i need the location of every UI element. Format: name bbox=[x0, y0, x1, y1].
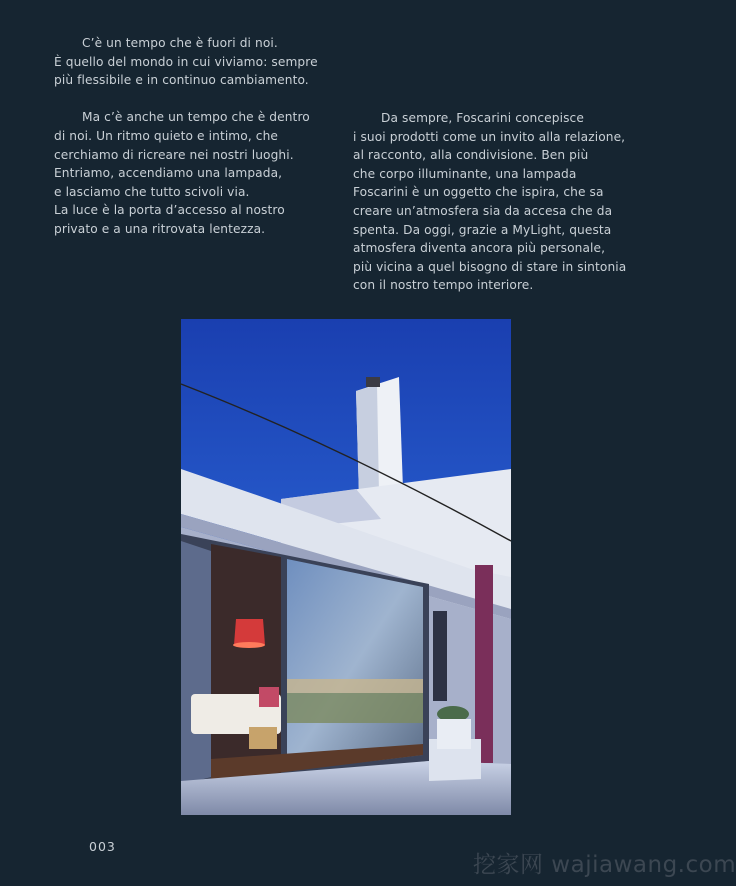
text-line: C’è un tempo che è fuori di noi. bbox=[82, 36, 278, 50]
watermark: 挖家网 wajiawang.com bbox=[473, 852, 736, 878]
right-text-column bbox=[353, 109, 653, 295]
text-line: con il nostro tempo interiore. bbox=[353, 278, 534, 293]
left-paragraph-1 bbox=[54, 34, 339, 90]
text-line: spenta. Da oggi, grazie a MyLight, questa bbox=[353, 222, 612, 237]
text-line: al racconto, alla condivisione. Ben più bbox=[353, 148, 589, 163]
text-line: e lasciamo che tutto scivoli via. bbox=[54, 184, 250, 199]
text-line: Foscarini è un oggetto che ispira, che sa bbox=[353, 185, 604, 200]
left-paragraph-2 bbox=[54, 108, 339, 238]
text-line: È quello del mondo in cui viviamo: sempre bbox=[54, 54, 318, 69]
right-paragraph-1 bbox=[353, 109, 653, 295]
text-line: Entriamo, accendiamo una lampada, bbox=[54, 166, 283, 181]
text-line: più flessibile e in continuo cambiamento. bbox=[54, 73, 309, 88]
text-line: atmosfera diventa ancora più personale, bbox=[353, 241, 606, 256]
text-line: La luce è la porta d’accesso al nostro bbox=[54, 203, 285, 218]
text-line: Ma c’è anche un tempo che è dentro bbox=[82, 110, 310, 125]
house-photo bbox=[181, 319, 511, 815]
text-line: che corpo illuminante, una lampada bbox=[353, 166, 577, 181]
text-line: cerchiamo di ricreare nei nostri luoghi. bbox=[54, 147, 294, 162]
text-line: creare un’atmosfera sia da accesa che da bbox=[353, 203, 613, 218]
left-text-column bbox=[54, 34, 339, 239]
text-line: Da sempre, Foscarini concepisce bbox=[381, 111, 584, 125]
text-line: privato e a una ritrovata lentezza. bbox=[54, 221, 266, 236]
text-line: di noi. Un ritmo quieto e intimo, che bbox=[54, 128, 279, 143]
text-line: i suoi prodotti come un invito alla relazione, bbox=[353, 129, 626, 144]
page-number: 003 bbox=[89, 839, 116, 854]
text-line: più vicina a quel bisogno di stare in sintonia bbox=[353, 259, 627, 274]
